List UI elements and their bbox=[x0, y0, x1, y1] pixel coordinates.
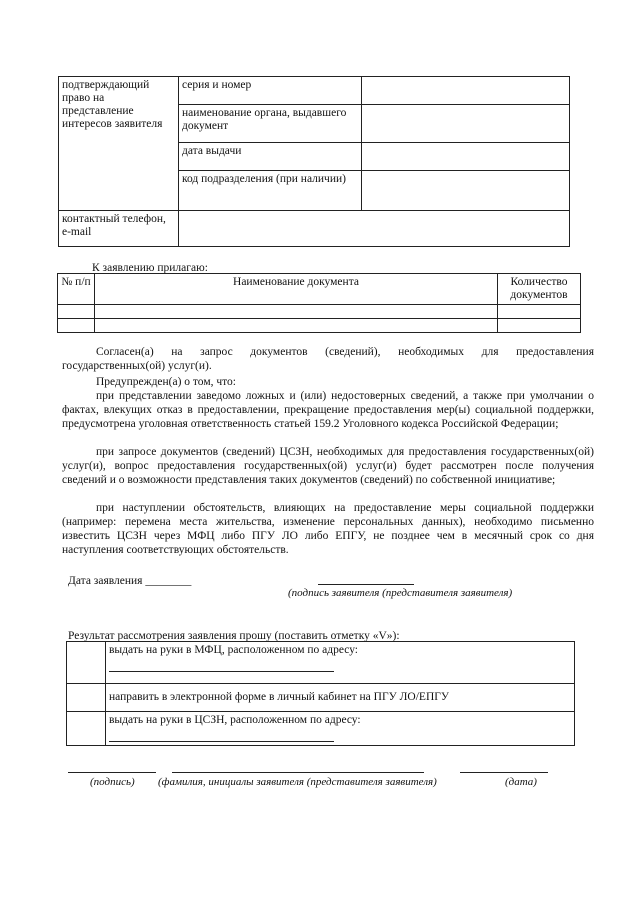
warning-intro: Предупрежден(а) о том, что: bbox=[96, 376, 236, 388]
table-cell[interactable] bbox=[58, 305, 95, 319]
warning-request-docs: при запросе документов (сведений) ЦСЗН, необходимых для предоставления государственных(ой) услуг(и), вопрос предоставления государственных(ой) услуг(и) будет рассмотрен после получения сведений и о возможности представления таких документов (сведений) по собственной инициативе; bbox=[62, 446, 594, 486]
warning-circumstances: при наступлении обстоятельств, влияющих на предоставление меры социальной поддержки (например: перемена места жительства, изменение персональных данных), необходимо письменно известить ЦСЗН через МФЦ либо ПГУ ЛО либо ЕПГУ, не позднее чем в месячный срок со дня наступления соответствующих обстоятельств. bbox=[62, 502, 594, 556]
row-label-contacts: контактный телефон, e-mail bbox=[59, 211, 179, 247]
table-cell[interactable] bbox=[95, 305, 498, 319]
cell-subdivision-code: код подразделения (при наличии) bbox=[179, 171, 362, 211]
footer-sign-line[interactable] bbox=[68, 772, 156, 773]
cell-issuing-authority: наименование органа, выдавшего документ bbox=[179, 105, 362, 143]
value-subdivision-code[interactable] bbox=[362, 171, 570, 211]
option-checkbox-mfc[interactable] bbox=[67, 642, 106, 684]
representative-document-table bbox=[58, 76, 570, 247]
option-cszn bbox=[106, 712, 575, 746]
cell-series-number: серия и номер bbox=[179, 77, 362, 105]
result-options-table bbox=[66, 641, 575, 746]
option-cszn-label: выдать на руки в ЦСЗН, расположенном по адресу: bbox=[109, 714, 361, 726]
footer-sign-caption: (подпись) bbox=[90, 776, 135, 788]
date-blank[interactable]: ________ bbox=[145, 575, 192, 587]
cell-issue-date: дата выдачи bbox=[179, 143, 362, 171]
footer-name-line[interactable] bbox=[172, 772, 424, 773]
mfc-address-line[interactable] bbox=[109, 659, 334, 672]
application-date bbox=[68, 575, 191, 587]
value-issuing-authority[interactable] bbox=[362, 105, 570, 143]
option-mfc-label: выдать на руки в МФЦ, расположенном по адресу: bbox=[109, 644, 359, 656]
col-quantity-header: Количество документов bbox=[498, 274, 581, 305]
signature-caption: (подпись заявителя (представителя заявителя) bbox=[288, 587, 513, 599]
attachments-table bbox=[57, 273, 581, 333]
consent-paragraph: Согласен(а) на запрос документов (сведений), необходимых для предоставления государственных(ой) услуг(и). bbox=[62, 346, 594, 372]
option-checkbox-cszn[interactable] bbox=[67, 712, 106, 746]
table-cell[interactable] bbox=[498, 319, 581, 333]
option-checkbox-online[interactable] bbox=[67, 684, 106, 712]
table-cell[interactable] bbox=[95, 319, 498, 333]
row-label-representation: подтверждающий право на представление интересов заявителя bbox=[59, 77, 179, 211]
footer-date-line[interactable] bbox=[460, 772, 548, 773]
option-online: направить в электронной форме в личный кабинет на ПГУ ЛО/ЕПГУ bbox=[106, 684, 575, 712]
warning-false-info: при представлении заведомо ложных и (или) недостоверных сведений, а также при умолчании о фактах, влекущих отказ в предоставлении, прекращение предоставления мер(ы) социальной поддержки, предусмотрена уголовная ответственность статьей 159.2 Уголовного кодекса Российской Федерации; bbox=[62, 390, 594, 430]
table-cell[interactable] bbox=[498, 305, 581, 319]
value-issue-date[interactable] bbox=[362, 143, 570, 171]
attachments-intro: К заявлению прилагаю: bbox=[92, 262, 208, 274]
table-cell[interactable] bbox=[58, 319, 95, 333]
col-number-header: № п/п bbox=[58, 274, 95, 305]
footer-name-caption: (фамилия, инициалы заявителя (представителя заявителя) bbox=[158, 776, 437, 788]
value-series-number[interactable] bbox=[362, 77, 570, 105]
option-mfc bbox=[106, 642, 575, 684]
col-doc-name-header: Наименование документа bbox=[95, 274, 498, 305]
cszn-address-line[interactable] bbox=[109, 729, 334, 742]
value-contacts[interactable] bbox=[179, 211, 570, 247]
result-title: Результат рассмотрения заявления прошу (поставить отметку «V»): bbox=[68, 630, 400, 642]
date-label: Дата заявления bbox=[68, 575, 143, 587]
signature-line[interactable] bbox=[318, 584, 414, 585]
footer-date-caption: (дата) bbox=[505, 776, 537, 788]
